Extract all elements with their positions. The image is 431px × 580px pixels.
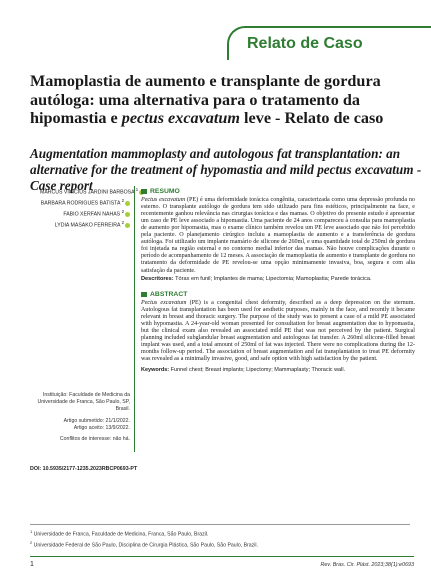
author-item: LYDIA MASAKO FERREIRA $^2$	[40, 219, 130, 230]
footnote-item: $^2$ Universidade Federal de São Paulo, Disciplina de Cirurgia Plástica, São Paulo, São Paulo, Brazil.	[30, 540, 259, 549]
author-item: BARBARA RODRIGUES BATISTA $^2$	[40, 197, 130, 208]
journal-reference: Rev. Bras. Cir. Plást. 2023;38(1):e0693	[320, 562, 414, 568]
article-metadata	[30, 392, 130, 447]
title-english: Augmentation mammoplasty and autologous fat transplantation: an alternative for the treatment of hypomastia and mild pectus excavatum - Case report	[30, 146, 422, 193]
abstract-keywords: Keywords: Funnel chest; Breast implants; Lipectomy; Mammaplasty; Thoracic wall.	[141, 367, 346, 374]
orcid-icon[interactable]	[125, 223, 130, 228]
section-label: Relato de Caso	[247, 35, 363, 52]
author-list	[40, 186, 139, 230]
page-number: 1	[30, 561, 34, 568]
orcid-icon[interactable]	[125, 201, 130, 206]
orcid-icon[interactable]	[125, 212, 130, 217]
resumo-keywords: Descritores: Tórax em funil; Implantes de mama; Lipectomia; Mamoplastia; Parede torácica.	[141, 275, 372, 282]
footer-rule	[30, 556, 414, 557]
conflicts-statement: Conflitos de interesse: não há.	[59, 436, 130, 443]
footnote-item: $^1$ Universidade de Franca, Faculdade de Medicina, Franca, São Paulo, Brazil.	[30, 529, 209, 538]
affiliation-footnotes	[30, 524, 410, 550]
title-portuguese: Mamoplastia de aumento e transplante de gordura autóloga: uma alternativa para o tratamento da hipomastia e pectus excavatum leve - Relato de caso	[30, 72, 384, 127]
resumo-body: Pectus excavatum (PE) é uma deformidade torácica congênita, caracterizada como uma depressão profunda no esterno. O transplante autólogo de gordura tem sido utilizado para fins estéticos, principalmente na face, e recentemente ganhou relevância nas cirurgias torácica e das mamas. O objetivo do presente estudo é apresentar um caso de PE leve associado a hipomastia. Uma paciente de 24 anos compareceu à consulta para mamoplastia de aumento por hipomastia, mas o exame clínico também revelou um PE leve associado que não foi percebido pela paciente. O planejamento cirúrgico incluiu a mamoplastia de aumento e a transferência de gordura autóloga. Foi utilizado um implante mamário de silicone de 260ml, e uma quantidade total de 250ml de gordura foi injetada na região esternal e no contorno medial inferior das mamas. Não houve complicações durante o período de acompanhamento de 12 meses. A associação de mamoplastia de aumento e transplante de gordura no tratamento da deformidade de PE revelou-se uma opção minimamente invasiva, boa, segura e com alta satisfação da paciente.	[141, 197, 415, 274]
abstract-body: Pectus excavatum (PE) is a congenital chest deformity, described as a deep depression on the sternum. Autologous fat transplantation has been used for aesthetic purposes, mainly in the face, and recently it became relevant in breast and thoracic surgery. The purpose of the study was to present a case of a mild PE associated with hypomastia. A 24-year-old woman presented for consultation for breast augmentation due to hypomastia, but the clinical exam also revealed an associated mild PE that was not perceived by the patient. Surgical planning included subglandular breast augmentation and autologous fat transfer. A 260ml silicone-filled breast implant was used, and a total amount of 250ml of fat was injected. There were no complications during the 12-months follow-up period. The association of breast augmentation and fat transplantation to treat PE deformity was revealed as a minimally invasive, good, and safe option with high satisfaction by the patient.	[141, 299, 415, 363]
heading-marker-icon	[141, 292, 147, 297]
resumo-heading: RESUMO	[141, 188, 415, 195]
heading-marker-icon	[141, 189, 147, 194]
abstract-heading: ABSTRACT	[141, 291, 415, 298]
doi[interactable]: DOI: 10.5935/2177-1235.2023RBCP0693-PT	[30, 466, 138, 472]
abstract-column	[141, 188, 415, 374]
author-item: FABIO XERFAN NAHAS $^2$	[40, 208, 130, 219]
submitted-date: Artigo submetido: 21/1/2022.	[63, 417, 130, 424]
column-divider	[134, 186, 135, 452]
accepted-date: Artigo aceito: 13/9/2022.	[73, 424, 130, 431]
section-tab	[227, 26, 431, 60]
institution: Instituição: Faculdade de Medicina da Universidade de Franca, São Paulo, SP, Brasil.	[37, 392, 130, 413]
author-item: MARCUS VINICIUS JARDINI BARBOSA $^1$	[40, 186, 130, 197]
